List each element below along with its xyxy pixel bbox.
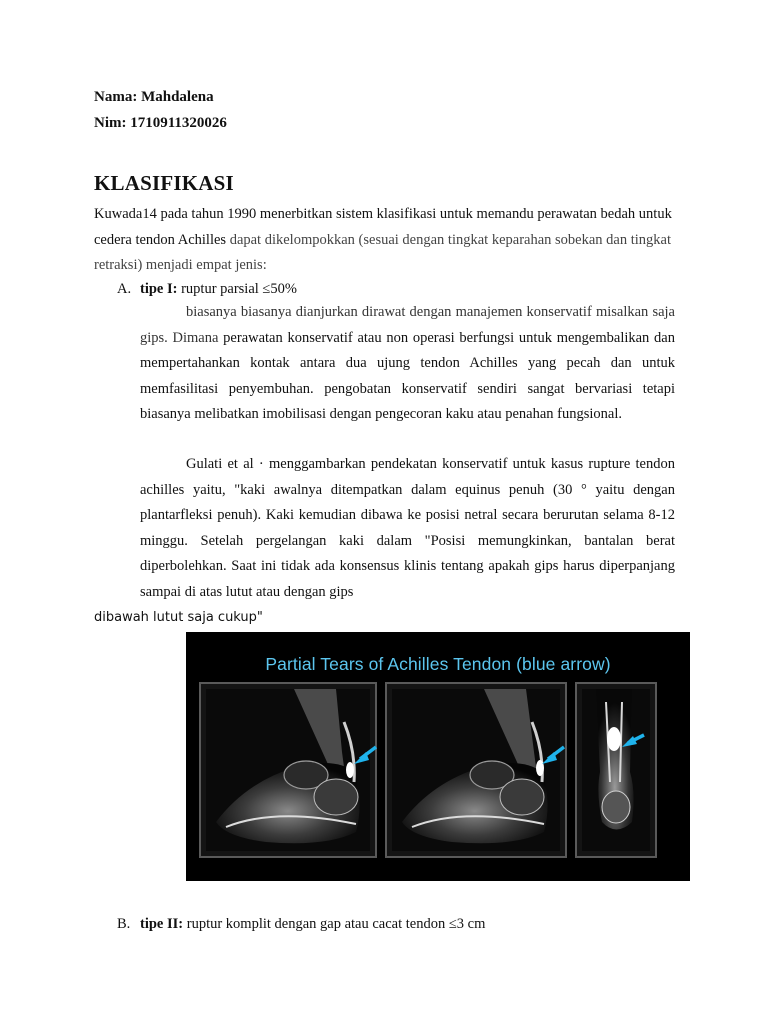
type-desc-b: ruptur komplit dengan gap atau cacat tendon ≤3 cm	[183, 916, 486, 932]
section-title: KLASIFIKASI	[94, 171, 234, 195]
student-name: Nama: Mahdalena	[94, 89, 214, 105]
paragraph-1-part-a: biasanya biasanya dianjurkan dirawat dengan manajemen konservatif misalkan saja gips. Dimana	[140, 304, 675, 346]
list-marker-a: A.	[117, 281, 132, 297]
type-label-a: tipe I:	[140, 281, 178, 297]
student-nim: Nim: 1710911320026	[94, 115, 227, 131]
type-label-b: tipe II:	[140, 916, 184, 932]
list-marker-b: B.	[117, 916, 131, 932]
intro-paragraph	[94, 202, 676, 279]
mri-panel-sagittal-1	[200, 683, 376, 857]
item-a-paragraph-2	[94, 452, 675, 631]
mri-panel-sagittal-2	[386, 683, 566, 857]
item-a-paragraph-1	[140, 300, 675, 428]
list-item-b-text	[140, 914, 485, 934]
paragraph-1-part-b: perawatan konservatif atau non operasi berfungsi untuk mengembalikan dan mempertahankan kontak antara dua ujung tendon Achilles yang pecah dan untuk memfasilitasi penyembuhan. pengobatan konservatif sendiri sangat bervariasi tetapi biasanya melibatkan imobilisasi dengan pengecoran kaku atau penahan fungsional.	[140, 329, 675, 422]
paragraph-2-part-a: Gulati et al · menggambarkan pendekatan konservatif untuk kasus rupture tendon achilles yaitu, "kaki awalnya ditempatkan dalam equinus penuh (30 ° yaitu dengan plantarfleksi penuh). Kaki kemudian dibawa ke posisi netral secara berurutan selama 8-12 minggu. Setelah pergelangan kaki dalam "Posisi memungkinkan, bantalan berat diperbolehkan. Saat ini tidak ada konsensus klinis tentang apakah gips harus diperpanjang sampai di atas lutut atau dengan gips	[140, 456, 675, 600]
figure-title: Partial Tears of Achilles Tendon (blue arrow)	[265, 654, 611, 674]
intro-text-dark: Kuwada14 pada tahun 1990 menerbitkan sistem klasifikasi untuk memandu perawatan bedah untuk cedera tendon Achilles	[94, 206, 672, 248]
type-desc-a: ruptur parsial ≤50%	[177, 281, 297, 297]
list-item-a-text	[140, 279, 297, 299]
paragraph-2-part-b: dibawah lutut saja cukup"	[94, 610, 263, 625]
mri-panel-axial	[576, 683, 656, 857]
intro-text-muted: dapat dikelompokkan (sesuai dengan tingkat keparahan sobekan dan tingkat retraksi) menjadi empat jenis:	[94, 231, 671, 273]
mri-figure	[186, 632, 690, 881]
